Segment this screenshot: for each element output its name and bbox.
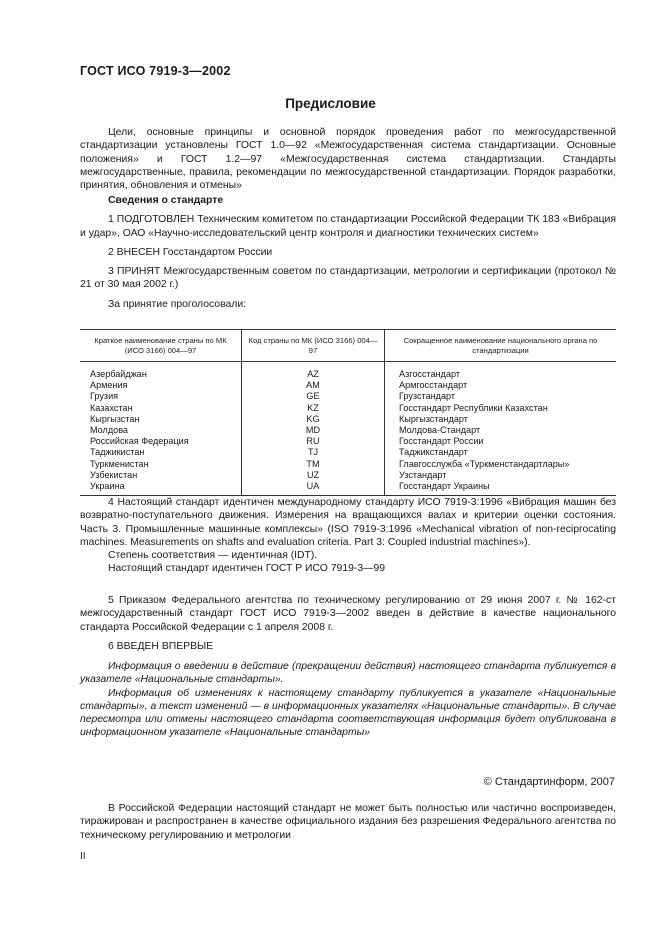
cell-code: MD [242,425,385,436]
cell-body: Молдова-Стандарт [385,425,617,436]
cell-body: Кыргызстандарт [385,414,617,425]
cell-code: AZ [242,362,385,381]
table-row [80,436,616,447]
cell-body: Азгосстандарт [385,362,617,381]
table-row [80,459,616,470]
intro-block [80,126,616,192]
section-heading: Сведения о стандарте [108,195,224,206]
cell-body: Госстандарт России [385,436,617,447]
cell-code: KG [242,414,385,425]
cell-body: Армгосстандарт [385,380,617,391]
item-5: 5 Приказом Федерального агентства по техническому регулированию от 29 июня 2007 г. № 162-ст межгосударственный стандарт ГОСТ ИСО 7919-3—2002 введен в действие в качестве национального стандарта Российской Федерации с 1 апреля 2008 г. [80,595,616,633]
item-2: 2 ВНЕСЕН Госстандартом России [108,246,273,258]
cell-country: Российская Федерация [90,436,189,447]
document-header: ГОСТ ИСО 7919-3—2002 [80,64,231,78]
table-row [80,362,616,381]
table-row [80,414,616,425]
cell-code: AM [242,380,385,391]
cell-country: Узбекистан [90,469,138,480]
cell-body: Главгосслужба «Туркменстандартлары» [385,459,617,470]
cell-country: Армения [90,380,128,391]
info-paragraph-2: Информация об изменениях к настоящему стандарту публикуется в указателе «Национальные стандарты», а текст изменений — в информационных указателях «Национальные стандарты». В случае пересмотра или отмены настоящего стандарта соответствующая информация будет опубликована в информационном указателе «Национальные стандарты» [80,687,616,739]
item-4-degree: Степень соответствия — идентичная (IDT). [108,550,318,562]
column-header-code: Код страны по МК (ИСО 3166) 004—97 [242,330,385,362]
cell-body: Грузстандарт [385,391,617,402]
table-row [80,425,616,436]
rights-block [80,802,616,842]
page-number: II [80,851,86,862]
item-4-identical: Настоящий стандарт идентичен ГОСТ Р ИСО 7919-3—99 [108,563,386,575]
cell-code: GE [242,391,385,402]
cell-body: Госстандарт Республики Казахстан [385,403,617,414]
cell-code: TM [242,459,385,470]
table-header-row [80,330,616,362]
cell-country: Туркменистан [90,458,149,469]
cell-country: Таджикистан [90,447,145,458]
info-block [80,660,616,740]
rights-paragraph: В Российской Федерации настоящий стандарт не может быть полностью или частично воспроизведен, тиражирован и распространен в качестве официального издания без разрешения Федерального агентства по техническому регулированию и метрологии [80,803,616,841]
table-row [80,447,616,458]
table-row [80,391,616,402]
item-3: 3 ПРИНЯТ Межгосударственным советом по стандартизации, метрологии и сертификации (протокол № 21 от 30 мая 2002 г.) [80,266,616,291]
table-row [80,470,616,481]
column-header-body: Сокращенное наименование национального органа по стандартизации [385,330,617,362]
item-6: 6 ВВЕДЕН ВПЕРВЫЕ [108,640,214,652]
cell-code: KZ [242,403,385,414]
voted-label: За принятие проголосовали: [108,298,247,310]
table-row [80,403,616,414]
table-row [80,380,616,391]
cell-country: Молдова [90,425,128,436]
page-title: Предисловие [285,96,376,111]
cell-country: Азербайджан [90,369,147,379]
cell-body: Узстандарт [385,470,617,481]
cell-body: Госстандарт Украины [385,481,617,496]
cell-country: Грузия [90,391,119,402]
cell-code: UZ [242,470,385,481]
item-4: 4 Настоящий стандарт идентичен международному стандарту ИСО 7919-3:1996 «Вибрация машин без возвратно-поступательного движения. Измерения на вращающихся валах и критерии оценки состояния. Часть 3. Промышленные машинные комплексы» (ISO 7919-3:1996 «Mechanical vibration of non-reciprocating machines. Measurements on shafts and evaluation criteria. Part 3: Coupled industrial machines»). [80,497,616,548]
table-row [80,481,616,496]
cell-code: TJ [242,447,385,458]
cell-country: Украина [80,481,242,496]
cell-code: RU [242,436,385,447]
intro-paragraph: Цели, основные принципы и основной порядок проведения работ по межгосударственной стандартизации установлены ГОСТ 1.0—92 «Межгосударственная система стандартизации. Основные положения» и ГОСТ 1.2—97 «Межгосударственная система стандартизации. Стандарты межгосударственные, правила, рекомендации по межгосударственной стандартизации. Порядок разработки, принятия, обновления и отмены» [80,127,616,192]
info-paragraph-1: Информация о введении в действие (прекращении действия) настоящего стандарта публикуется в указателе «Национальные стандарты». [80,661,616,686]
cell-code: UA [242,481,385,496]
cell-country: Казахстан [90,402,133,413]
standard-info-block [80,194,616,311]
column-header-country: Краткое наименование страны по МК (ИСО 3166) 004—97 [80,330,242,362]
item-5-block [80,594,616,653]
copyright-line: © Стандартинформ, 2007 [483,776,615,788]
voting-table [80,329,616,496]
cell-body: Таджикстандарт [385,447,617,458]
item-4-block [80,496,616,576]
item-1: 1 ПОДГОТОВЛЕН Техническим комитетом по стандартизации Российской Федерации ТК 183 «Вибрация и удар», ОАО «Научно-исследовательский центр контроля и диагностики технических систем» [80,214,616,239]
cell-country: Кыргызстан [90,413,140,424]
